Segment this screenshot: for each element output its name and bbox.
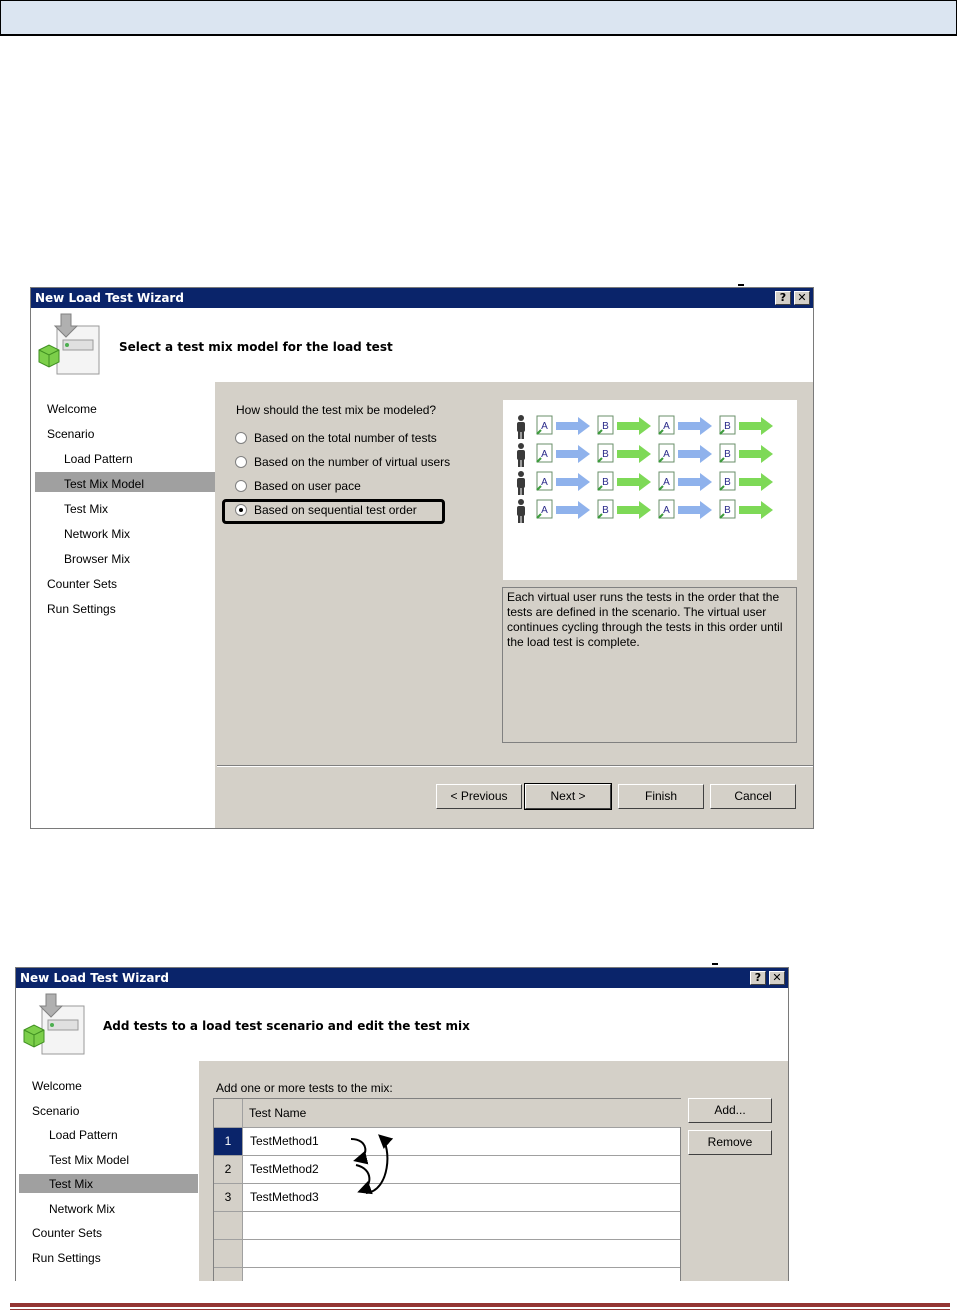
model-description: Each virtual user runs the tests in the order that the tests are defined in the scenario. The virtual user continues cycling through the tests in this order until the load test is complete. [502, 587, 797, 743]
option-sequential-order[interactable]: Based on sequential test order [254, 503, 417, 517]
row-number: 1 [224, 1134, 232, 1148]
radio-icon[interactable] [235, 456, 247, 468]
arrow-icon [556, 445, 590, 463]
add-button[interactable]: Add... [688, 1098, 772, 1123]
document-icon [720, 500, 735, 518]
radio-icon[interactable] [235, 480, 247, 492]
document-letter: A [663, 477, 670, 488]
test-name-cell[interactable]: TestMethod3 [250, 1190, 319, 1204]
document-letter: A [541, 477, 548, 488]
document-icon [720, 472, 735, 490]
arrow-icon [678, 445, 712, 463]
model-diagram [503, 400, 797, 580]
arrow-icon [617, 501, 651, 519]
nav-item-scenario[interactable]: Scenario [47, 427, 95, 441]
document-icon [598, 472, 613, 490]
cancel-button[interactable]: Cancel [710, 784, 796, 809]
document-icon [659, 500, 674, 518]
document-icon [720, 444, 735, 462]
column-header-test-name[interactable]: Test Name [243, 1099, 681, 1127]
nav-item-run-settings[interactable]: Run Settings [47, 602, 116, 616]
dialog-title: New Load Test Wizard [20, 971, 169, 985]
document-icon [537, 444, 552, 462]
test-name-cell[interactable]: TestMethod1 [250, 1134, 319, 1148]
row-header-corner [214, 1099, 242, 1127]
radio-icon[interactable] [235, 432, 247, 444]
arrow-icon [739, 501, 773, 519]
document-icon [659, 444, 674, 462]
wizard-nav [31, 382, 215, 828]
wizard-heading: Select a test mix model for the load test [119, 340, 393, 354]
arrow-icon [556, 473, 590, 491]
nav-item-counter-sets[interactable]: Counter Sets [32, 1226, 103, 1240]
document-letter: B [724, 421, 731, 432]
option-total-tests[interactable]: Based on the total number of tests [254, 431, 437, 445]
cycle-arrow-icon [344, 1129, 404, 1199]
arrow-icon [617, 417, 651, 435]
arrow-icon [739, 417, 773, 435]
help-icon[interactable]: ? [775, 291, 791, 305]
arrow-icon [739, 445, 773, 463]
wizard-heading: Add tests to a load test scenario and edit the test mix [103, 1019, 470, 1033]
row-number: 3 [224, 1190, 232, 1204]
grid-line [214, 1155, 680, 1156]
document-icon [537, 500, 552, 518]
stray-mark [738, 284, 744, 286]
nav-item-test-mix[interactable]: Test Mix [64, 502, 109, 516]
previous-button[interactable]: < Previous [436, 784, 522, 809]
model-question: How should the test mix be modeled? [236, 403, 437, 417]
remove-button[interactable]: Remove [688, 1130, 772, 1155]
nav-selection-highlight [19, 1174, 198, 1193]
document-icon [659, 472, 674, 490]
document-letter: A [541, 449, 548, 460]
dialog-titlebar [31, 288, 813, 308]
add-tests-instruction: Add one or more tests to the mix: [216, 1081, 393, 1095]
nav-item-test-mix[interactable]: Test Mix [49, 1177, 94, 1191]
nav-item-welcome[interactable]: Welcome [32, 1079, 82, 1093]
button-separator-light [217, 766, 813, 767]
nav-item-counter-sets[interactable]: Counter Sets [47, 577, 118, 591]
document-letter: B [602, 505, 609, 516]
nav-item-scenario[interactable]: Scenario [32, 1104, 80, 1118]
document-icon [537, 472, 552, 490]
person-icon [517, 415, 525, 439]
dialog-titlebar [16, 968, 788, 988]
row-number: 2 [224, 1162, 232, 1176]
page-header-bar [0, 0, 957, 36]
arrow-icon [556, 417, 590, 435]
option-virtual-users[interactable]: Based on the number of virtual users [254, 455, 451, 469]
nav-item-load-pattern[interactable]: Load Pattern [64, 452, 133, 466]
wizard-dialog-test-mix [15, 967, 789, 1281]
nav-item-browser-mix[interactable]: Browser Mix [64, 552, 131, 566]
grid-line [214, 1127, 680, 1128]
nav-item-test-mix-model[interactable]: Test Mix Model [49, 1153, 130, 1167]
arrow-icon [678, 473, 712, 491]
nav-item-network-mix[interactable]: Network Mix [64, 527, 131, 541]
document-letter: A [663, 505, 670, 516]
document-icon [659, 416, 674, 434]
document-icon [598, 444, 613, 462]
grid-line [214, 1183, 680, 1184]
document-letter: A [663, 449, 670, 460]
nav-item-network-mix[interactable]: Network Mix [49, 1202, 116, 1216]
grid-line [214, 1239, 680, 1240]
test-name-cell[interactable]: TestMethod2 [250, 1162, 319, 1176]
document-letter: A [541, 505, 548, 516]
close-icon[interactable]: ✕ [794, 291, 810, 305]
person-icon [517, 443, 525, 467]
document-letter: B [602, 449, 609, 460]
dialog-title: New Load Test Wizard [35, 291, 184, 305]
nav-item-run-settings[interactable]: Run Settings [32, 1251, 101, 1265]
document-icon [720, 416, 735, 434]
document-letter: A [663, 421, 670, 432]
arrow-icon [739, 473, 773, 491]
wizard-header [31, 308, 813, 382]
arrow-icon [617, 445, 651, 463]
sequence-diagram [503, 400, 797, 580]
option-user-pace[interactable]: Based on user pace [254, 479, 361, 493]
arrow-icon [617, 473, 651, 491]
close-icon[interactable]: ✕ [769, 971, 785, 985]
nav-item-load-pattern[interactable]: Load Pattern [49, 1128, 118, 1142]
wizard-nav [16, 1061, 199, 1281]
arrow-icon [556, 501, 590, 519]
document-letter: B [602, 421, 609, 432]
next-button[interactable]: Next > [525, 784, 611, 809]
person-icon [517, 499, 525, 523]
stray-mark [712, 963, 718, 965]
document-icon [537, 416, 552, 434]
nav-item-welcome[interactable]: Welcome [47, 402, 97, 416]
arrow-icon [678, 417, 712, 435]
finish-button[interactable]: Finish [618, 784, 704, 809]
test-mix-table [213, 1098, 681, 1281]
wizard-dialog-test-mix-model [30, 287, 814, 829]
footer-rule [10, 1309, 950, 1310]
radio-icon[interactable] [235, 504, 247, 516]
document-letter: B [724, 505, 731, 516]
arrow-icon [678, 501, 712, 519]
nav-item-test-mix-model[interactable]: Test Mix Model [64, 477, 145, 491]
help-icon[interactable]: ? [750, 971, 766, 985]
wizard-header [16, 988, 788, 1061]
grid-line [214, 1267, 680, 1268]
footer-rule [10, 1303, 950, 1307]
wizard-icon [35, 312, 105, 378]
document-letter: A [541, 421, 548, 432]
document-icon [598, 500, 613, 518]
document-letter: B [724, 477, 731, 488]
document-icon [598, 416, 613, 434]
document-letter: B [602, 477, 609, 488]
wizard-icon [20, 992, 90, 1058]
person-icon [517, 471, 525, 495]
grid-line [214, 1211, 680, 1212]
document-letter: B [724, 449, 731, 460]
